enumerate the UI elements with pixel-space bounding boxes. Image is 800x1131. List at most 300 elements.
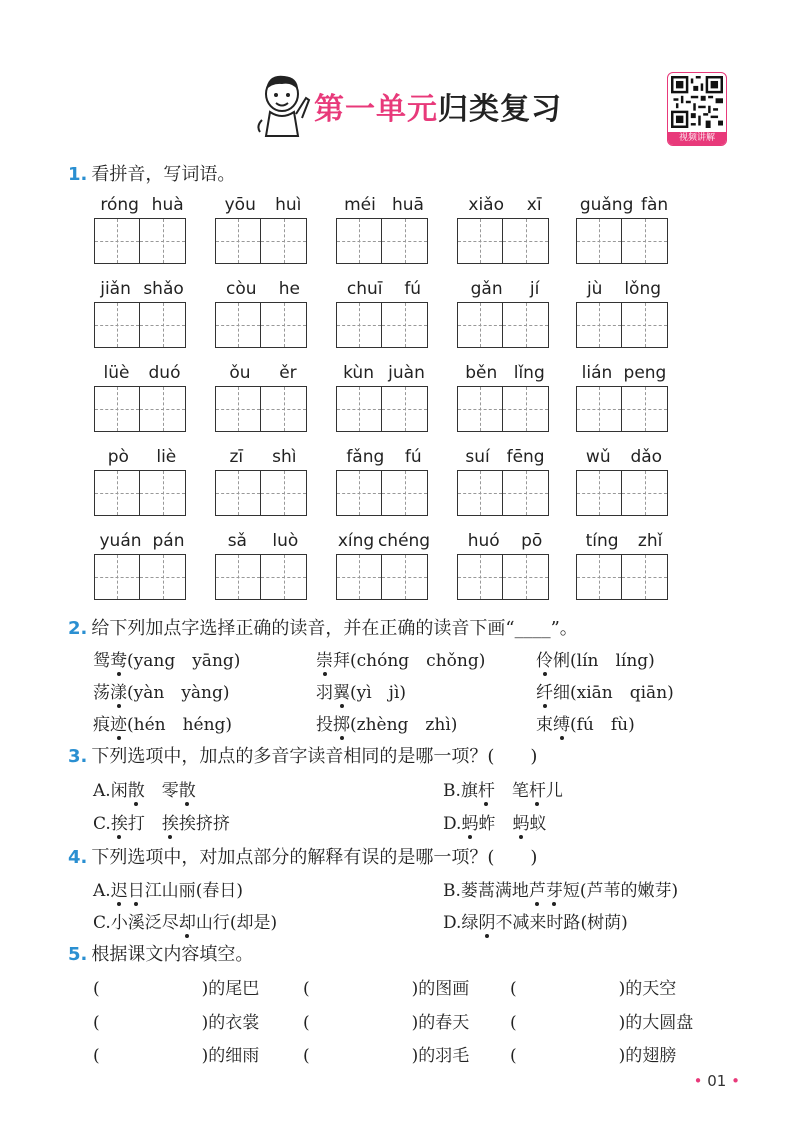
option-text: (树荫): [580, 913, 628, 933]
pinyin-syllable: suí: [465, 447, 490, 467]
option-text: 零: [161, 781, 179, 801]
pinyin-label: [215, 362, 311, 384]
question-5-heading: 5. 根据课文内容填空。: [68, 944, 254, 965]
pinyin-syllable: xíng: [337, 531, 375, 551]
close-paren: ): [618, 1013, 626, 1033]
qr-code-icon: [671, 76, 723, 128]
pinyin-cell: [94, 446, 190, 516]
tianzige-box[interactable]: [215, 386, 261, 432]
option-text: 蒌蒿满地: [460, 881, 529, 901]
option-text: 闲: [110, 781, 128, 801]
pinyin-label: [457, 278, 553, 300]
pronunciation-item: [316, 646, 485, 671]
tianzige-box[interactable]: [457, 470, 503, 516]
tianzige-box[interactable]: [503, 554, 549, 600]
pinyin-syllable: lǐng: [513, 363, 545, 383]
pronunciation-item: [536, 710, 635, 735]
fill-blank-item: [303, 974, 469, 999]
close-paren: ): [201, 1046, 209, 1066]
pronunciation-options[interactable]: (xiān qiān): [570, 683, 674, 703]
dotted-char: 纤: [536, 678, 553, 703]
pinyin-cell: [457, 278, 553, 348]
pinyin-cell: [94, 530, 190, 600]
pinyin-cell: [336, 194, 432, 264]
pronunciation-item: [536, 678, 674, 703]
dotted-char: 掷: [333, 710, 350, 735]
pinyin-cell: [457, 194, 553, 264]
pinyin-syllable: yōu: [224, 195, 256, 215]
option-text: 山行: [195, 913, 230, 933]
blank-suffix: 的天空: [625, 979, 677, 999]
pinyin-syllable: fēng: [506, 447, 545, 467]
pinyin-syllable: ěr: [279, 363, 297, 383]
pinyin-syllable: xiǎo: [468, 195, 504, 215]
writing-boxes: [576, 386, 672, 432]
pinyin-syllable: xī: [526, 195, 542, 215]
pinyin-syllable: peng: [623, 363, 667, 383]
tianzige-box[interactable]: [336, 470, 382, 516]
option-text: 儿: [545, 781, 563, 801]
tianzige-box[interactable]: [140, 302, 186, 348]
mascot-illustration: [252, 68, 312, 140]
writing-boxes: [336, 218, 432, 264]
pinyin-cell: [576, 362, 672, 432]
option-text: [145, 814, 162, 834]
writing-boxes: [215, 470, 311, 516]
pinyin-syllable: pò: [107, 447, 129, 467]
writing-boxes: [215, 554, 311, 600]
writing-boxes: [215, 218, 311, 264]
pinyin-syllable: fàn: [641, 195, 669, 215]
pinyin-syllable: huó: [467, 531, 500, 551]
option-text: [145, 781, 162, 801]
pinyin-cell: [336, 278, 432, 348]
tianzige-box[interactable]: [576, 302, 622, 348]
pinyin-cell: [336, 530, 432, 600]
pinyin-syllable: shǎo: [143, 279, 184, 299]
pinyin-cell: [215, 278, 311, 348]
fill-blank-item: [303, 1008, 469, 1033]
pinyin-syllable: jiǎn: [100, 279, 131, 299]
answer-option[interactable]: [93, 809, 230, 834]
page-number: • 01 •: [693, 1072, 740, 1090]
pinyin-cell: [336, 446, 432, 516]
dotted-char: 挨: [162, 809, 179, 834]
pronunciation-options[interactable]: (zhèng zhì): [350, 715, 458, 735]
option-text: 旗: [460, 781, 478, 801]
pinyin-syllable: lǒng: [624, 279, 662, 299]
tianzige-box[interactable]: [503, 302, 549, 348]
pinyin-syllable: huì: [275, 195, 302, 215]
tianzige-box[interactable]: [576, 470, 622, 516]
dotted-char: 芽: [546, 876, 563, 901]
pinyin-label: [576, 362, 672, 384]
pinyin-syllable: dǎo: [630, 447, 663, 467]
pinyin-cell: [215, 530, 311, 600]
pinyin-label: [336, 278, 432, 300]
tianzige-box[interactable]: [140, 386, 186, 432]
word-char: 痕: [93, 715, 110, 735]
word-char: 拜: [333, 651, 350, 671]
tianzige-box[interactable]: [94, 554, 140, 600]
tianzige-box[interactable]: [503, 470, 549, 516]
pronunciation-options[interactable]: (yang yāng): [127, 651, 241, 671]
option-text: [495, 814, 512, 834]
pinyin-label: [457, 362, 553, 384]
pinyin-syllable: sǎ: [227, 531, 247, 551]
pinyin-syllable: huā: [391, 195, 424, 215]
pronunciation-item: [316, 678, 406, 703]
option-text: 笔: [511, 781, 529, 801]
tianzige-box[interactable]: [576, 554, 622, 600]
pronunciation-item: [93, 678, 230, 703]
dotted-char: 漾: [110, 678, 127, 703]
page-title: 第一单元归类复习: [314, 92, 562, 127]
pronunciation-options[interactable]: (fú fù): [570, 715, 635, 735]
dotted-char: 散: [128, 776, 145, 801]
pinyin-cell: [336, 362, 432, 432]
pinyin-syllable: pán: [152, 531, 185, 551]
word-char: 鸳: [93, 651, 110, 671]
tianzige-box[interactable]: [140, 470, 186, 516]
pinyin-cell: [94, 194, 190, 264]
writing-boxes: [457, 470, 553, 516]
open-paren: (: [510, 1046, 517, 1066]
option-text: 挨: [178, 814, 196, 834]
option-label: C.: [93, 814, 111, 834]
dotted-word: [93, 651, 127, 671]
fill-blank-item: [93, 1041, 259, 1066]
close-paren: ): [411, 1013, 419, 1033]
dotted-char: 伶: [536, 646, 553, 671]
tianzige-box[interactable]: [382, 554, 428, 600]
pinyin-label: [336, 194, 432, 216]
pinyin-syllable: méi: [344, 195, 376, 215]
pinyin-label: [94, 194, 190, 216]
open-paren: (: [93, 979, 100, 999]
dotted-char: 迹: [110, 710, 127, 735]
close-paren: ): [618, 1046, 626, 1066]
tianzige-box[interactable]: [622, 218, 668, 264]
pinyin-label: [215, 446, 311, 468]
tianzige-box[interactable]: [503, 386, 549, 432]
pronunciation-item: [316, 710, 457, 735]
open-paren: (: [93, 1046, 100, 1066]
answer-option[interactable]: [443, 776, 563, 801]
close-paren: ): [411, 979, 419, 999]
dotted-char: 日: [128, 876, 145, 901]
tianzige-box[interactable]: [503, 218, 549, 264]
dotted-char: 却: [179, 908, 196, 933]
pinyin-syllable: jù: [586, 279, 603, 299]
tianzige-box[interactable]: [622, 470, 668, 516]
tianzige-box[interactable]: [261, 302, 307, 348]
writing-boxes: [94, 470, 190, 516]
dotted-char: 杆: [529, 776, 546, 801]
tianzige-box[interactable]: [622, 302, 668, 348]
word-char: 投: [316, 715, 333, 735]
question-3-heading: 3. 下列选项中，加点的多音字读音相同的是哪一项？( ): [68, 746, 538, 767]
pinyin-label: [457, 446, 553, 468]
tianzige-box[interactable]: [622, 386, 668, 432]
open-paren: (: [510, 979, 517, 999]
pinyin-label: [576, 530, 672, 552]
option-text: 蚱: [478, 814, 496, 834]
pinyin-label: [336, 530, 432, 552]
open-paren: (: [93, 1013, 100, 1033]
pronunciation-item: [536, 646, 655, 671]
pinyin-syllable: fú: [404, 279, 422, 299]
pinyin-syllable: duó: [148, 363, 181, 383]
writing-boxes: [457, 386, 553, 432]
pinyin-label: [576, 194, 672, 216]
pinyin-syllable: róng: [100, 195, 139, 215]
writing-boxes: [336, 386, 432, 432]
pinyin-cell: [576, 446, 672, 516]
pronunciation-item: [93, 646, 240, 671]
tianzige-box[interactable]: [457, 386, 503, 432]
close-paren: ): [618, 979, 626, 999]
option-text: (春日): [195, 881, 243, 901]
dotted-word: [93, 683, 127, 703]
blank-suffix: 的衣裳: [208, 1013, 260, 1033]
pinyin-syllable: fǎng: [346, 447, 385, 467]
blank-suffix: 的细雨: [208, 1046, 260, 1066]
tianzige-box[interactable]: [576, 386, 622, 432]
option-text: 打: [127, 814, 145, 834]
pinyin-syllable: luò: [272, 531, 299, 551]
dotted-char: 蚂: [461, 809, 478, 834]
writing-boxes: [94, 302, 190, 348]
fill-blank-item: [93, 974, 259, 999]
pinyin-label: [576, 278, 672, 300]
dotted-word: [93, 715, 127, 735]
answer-option[interactable]: [93, 876, 243, 901]
pinyin-syllable: shì: [272, 447, 297, 467]
tianzige-box[interactable]: [382, 302, 428, 348]
writing-boxes: [576, 470, 672, 516]
writing-boxes: [94, 218, 190, 264]
tianzige-box[interactable]: [382, 386, 428, 432]
tianzige-box[interactable]: [457, 554, 503, 600]
dotted-char: 芦: [529, 876, 546, 901]
tianzige-box[interactable]: [94, 386, 140, 432]
option-label: A.: [93, 781, 111, 801]
pinyin-syllable: juàn: [388, 363, 425, 383]
word-char: 荡: [93, 683, 110, 703]
question-1-heading: 1. 看拼音，写词语。: [68, 164, 236, 185]
pinyin-syllable: wǔ: [585, 447, 611, 467]
pinyin-cell: [215, 362, 311, 432]
tianzige-box[interactable]: [261, 386, 307, 432]
writing-boxes: [215, 386, 311, 432]
close-paren: ): [201, 979, 209, 999]
tianzige-box[interactable]: [215, 470, 261, 516]
blank-suffix: 的尾巴: [208, 979, 260, 999]
blank-suffix: 的图画: [418, 979, 470, 999]
dotted-char: 崇: [316, 646, 333, 671]
option-text: 小溪泛尽: [110, 913, 179, 933]
blank-suffix: 的羽毛: [418, 1046, 470, 1066]
tianzige-box[interactable]: [336, 218, 382, 264]
pinyin-syllable: tíng: [585, 531, 619, 551]
tianzige-box[interactable]: [382, 218, 428, 264]
option-label: B.: [443, 781, 461, 801]
dotted-word: [316, 715, 350, 735]
dotted-char: 杆: [478, 776, 495, 801]
dotted-char: 鸯: [110, 646, 127, 671]
pinyin-syllable: chuī: [346, 279, 383, 299]
dotted-word: [536, 683, 570, 703]
tianzige-box[interactable]: [336, 386, 382, 432]
writing-boxes: [336, 554, 432, 600]
tianzige-box[interactable]: [94, 302, 140, 348]
tianzige-box[interactable]: [94, 470, 140, 516]
blank-suffix: 的春天: [418, 1013, 470, 1033]
tianzige-box[interactable]: [215, 554, 261, 600]
pronunciation-options[interactable]: (yàn yàng): [127, 683, 230, 703]
dotted-char: 散: [179, 776, 196, 801]
tianzige-box[interactable]: [576, 218, 622, 264]
close-paren: ): [411, 1046, 419, 1066]
pinyin-label: [336, 362, 432, 384]
qr-label: 视频讲解: [668, 132, 726, 145]
pinyin-syllable: huà: [151, 195, 184, 215]
pinyin-cell: [576, 530, 672, 600]
pinyin-syllable: lián: [581, 363, 613, 383]
tianzige-box[interactable]: [94, 218, 140, 264]
writing-boxes: [94, 554, 190, 600]
answer-option[interactable]: [443, 876, 678, 901]
pinyin-syllable: pō: [521, 531, 543, 551]
dotted-char: 蚂: [512, 809, 529, 834]
pronunciation-options[interactable]: (hén héng): [127, 715, 233, 735]
dotted-char: 迟: [111, 876, 128, 901]
tianzige-box[interactable]: [261, 218, 307, 264]
open-paren: (: [303, 1046, 310, 1066]
option-label: B.: [443, 881, 461, 901]
writing-boxes: [576, 554, 672, 600]
open-paren: (: [303, 1013, 310, 1033]
tianzige-box[interactable]: [336, 554, 382, 600]
answer-option[interactable]: [443, 809, 546, 834]
pinyin-cell: [457, 530, 553, 600]
dotted-word: [536, 715, 570, 735]
qr-code[interactable]: [667, 72, 727, 146]
pinyin-label: [576, 446, 672, 468]
pinyin-label: [94, 278, 190, 300]
blank-suffix: 的大圆盘: [625, 1013, 694, 1033]
option-text: 不减来时路: [495, 913, 581, 933]
option-label: D.: [443, 913, 462, 933]
blank-suffix: 的翅膀: [625, 1046, 677, 1066]
pinyin-cell: [576, 278, 672, 348]
pinyin-syllable: kùn: [343, 363, 374, 383]
writing-boxes: [336, 470, 432, 516]
option-text: 绿: [461, 913, 479, 933]
pinyin-label: [94, 446, 190, 468]
answer-option[interactable]: [443, 908, 628, 933]
pinyin-label: [215, 278, 311, 300]
option-text: 挤: [195, 814, 213, 834]
tianzige-box[interactable]: [457, 218, 503, 264]
pinyin-cell: [94, 362, 190, 432]
option-label: D.: [443, 814, 462, 834]
fill-blank-item: [93, 1008, 259, 1033]
pinyin-label: [457, 530, 553, 552]
tianzige-box[interactable]: [140, 218, 186, 264]
question-4-heading: 4. 下列选项中，对加点部分的解释有误的是哪一项？( ): [68, 847, 538, 868]
answer-option[interactable]: [93, 776, 196, 801]
pinyin-label: [457, 194, 553, 216]
dotted-word: [316, 683, 350, 703]
pinyin-syllable: he: [278, 279, 300, 299]
pinyin-label: [215, 194, 311, 216]
tianzige-box[interactable]: [382, 470, 428, 516]
dotted-char: 阴: [478, 908, 495, 933]
dotted-word: [536, 651, 570, 671]
word-char: 细: [553, 683, 570, 703]
tianzige-box[interactable]: [336, 302, 382, 348]
pinyin-cell: [215, 194, 311, 264]
pinyin-label: [94, 362, 190, 384]
writing-boxes: [457, 302, 553, 348]
pinyin-label: [94, 530, 190, 552]
pinyin-cell: [576, 194, 672, 264]
writing-boxes: [94, 386, 190, 432]
open-paren: (: [510, 1013, 517, 1033]
fill-blank-item: [510, 1041, 676, 1066]
open-paren: (: [303, 979, 310, 999]
pinyin-label: [336, 446, 432, 468]
fill-blank-item: [510, 974, 676, 999]
word-char: 束: [536, 715, 553, 735]
option-text: (却是): [229, 913, 278, 933]
close-paren: ): [201, 1013, 209, 1033]
option-text: 江山丽: [144, 881, 196, 901]
tianzige-box[interactable]: [457, 302, 503, 348]
tianzige-box[interactable]: [140, 554, 186, 600]
pinyin-syllable: guǎng: [579, 195, 634, 215]
option-text: (芦苇的嫩芽): [579, 881, 679, 901]
question-2-heading: 2. 给下列加点字选择正确的读音，并在正确的读音下画“____”。: [68, 618, 578, 639]
option-text: 短: [562, 881, 580, 901]
pinyin-cell: [457, 446, 553, 516]
pinyin-syllable: chéng: [377, 531, 431, 551]
pronunciation-options[interactable]: (yì jì): [350, 683, 407, 703]
tianzige-box[interactable]: [261, 470, 307, 516]
tianzige-box[interactable]: [215, 218, 261, 264]
writing-boxes: [457, 554, 553, 600]
pinyin-syllable: zī: [229, 447, 244, 467]
dotted-char: 缚: [553, 710, 570, 735]
pinyin-syllable: ǒu: [229, 363, 251, 383]
word-char: 羽: [316, 683, 333, 703]
pinyin-cell: [457, 362, 553, 432]
option-text: 挤: [212, 814, 230, 834]
pronunciation-options[interactable]: (chóng chǒng): [350, 651, 486, 671]
tianzige-box[interactable]: [261, 554, 307, 600]
option-text: 蚁: [529, 814, 547, 834]
tianzige-box[interactable]: [215, 302, 261, 348]
tianzige-box[interactable]: [622, 554, 668, 600]
writing-boxes: [576, 218, 672, 264]
option-text: [495, 781, 512, 801]
pinyin-syllable: fú: [404, 447, 422, 467]
pinyin-syllable: zhǐ: [637, 531, 663, 551]
pronunciation-options[interactable]: (lín líng): [570, 651, 655, 671]
answer-option[interactable]: [93, 908, 277, 933]
